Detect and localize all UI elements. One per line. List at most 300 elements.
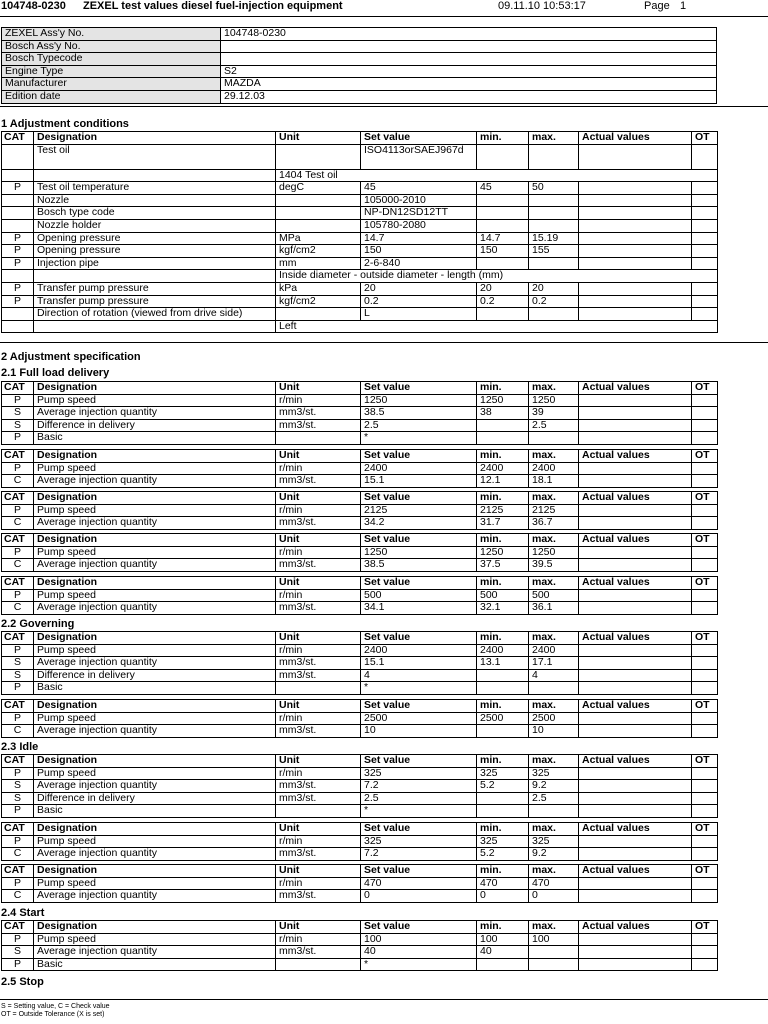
col-ot: OT: [692, 492, 718, 505]
info-value: 29.12.03: [221, 90, 717, 103]
header-divider: [0, 16, 768, 17]
col-designation: Designation: [34, 577, 276, 590]
col-designation: Designation: [34, 132, 276, 145]
col-set-value: Set value: [361, 132, 477, 145]
cell-max: 39.5: [529, 559, 579, 572]
info-row: [2, 28, 717, 41]
col-min: min.: [477, 755, 529, 768]
info-value: [221, 53, 717, 66]
cell-max: [529, 682, 579, 695]
cell-act: [579, 559, 692, 572]
cell-unit: [276, 682, 361, 695]
table-row: Nozzle 105000-2010: [2, 194, 718, 207]
cell-act: [579, 712, 692, 725]
cell-set: 15.1: [361, 657, 477, 670]
cell-unit: r/min: [276, 933, 361, 946]
info-row: [2, 53, 717, 66]
cell-des: Pump speed: [34, 589, 276, 602]
col-max: max.: [529, 632, 579, 645]
table-row: [2, 270, 718, 283]
info-row: [2, 40, 717, 53]
cell-act: [579, 407, 692, 420]
col-ot: OT: [692, 132, 718, 145]
col-set-value: Set value: [361, 755, 477, 768]
info-label: Engine Type: [2, 65, 221, 78]
spec-table: [1, 381, 718, 445]
col-ot: OT: [692, 823, 718, 836]
col-min: min.: [477, 492, 529, 505]
cell-set: 34.2: [361, 517, 477, 530]
cell-set: 7.2: [361, 780, 477, 793]
cell-set: *: [361, 805, 477, 818]
col-cat: CAT: [2, 755, 34, 768]
col-max: max.: [529, 921, 579, 934]
cell-des: Average injection quantity: [34, 602, 276, 615]
cell-cat: P: [2, 644, 34, 657]
cell-act: [579, 644, 692, 657]
table-row: P Transfer pump pressure kPa 20 20 20: [2, 282, 718, 295]
cell-max: 18.1: [529, 475, 579, 488]
cell-des: Pump speed: [34, 644, 276, 657]
cell-unit: r/min: [276, 546, 361, 559]
cell-max: 4: [529, 669, 579, 682]
cell-ot: [692, 780, 718, 793]
table-row: [2, 394, 718, 407]
cell-des: Average injection quantity: [34, 725, 276, 738]
cell-cat: S: [2, 419, 34, 432]
cell-note: Left: [276, 320, 718, 333]
cell-act: [579, 602, 692, 615]
cell-cat: P: [2, 835, 34, 848]
col-ot: OT: [692, 632, 718, 645]
section-divider: [0, 106, 768, 107]
cell-cat: P: [2, 589, 34, 602]
cell-cat: P: [2, 462, 34, 475]
cell-des: Pump speed: [34, 462, 276, 475]
col-unit: Unit: [276, 450, 361, 463]
cell-min: 5.2: [477, 848, 529, 861]
cell-ot: [692, 394, 718, 407]
col-unit: Unit: [276, 865, 361, 878]
cell-max: 500: [529, 589, 579, 602]
col-cat: CAT: [2, 492, 34, 505]
cell-unit: r/min: [276, 462, 361, 475]
cell-max: 2400: [529, 462, 579, 475]
cell-cat: P: [2, 394, 34, 407]
table-header-row: [2, 132, 718, 145]
col-max: max.: [529, 700, 579, 713]
info-row: [2, 65, 717, 78]
col-min: min.: [477, 450, 529, 463]
col-max: max.: [529, 577, 579, 590]
col-set-value: Set value: [361, 865, 477, 878]
cell-min: [477, 958, 529, 971]
col-min: min.: [477, 700, 529, 713]
cell-max: 2500: [529, 712, 579, 725]
col-set-value: Set value: [361, 577, 477, 590]
cell-cat: C: [2, 890, 34, 903]
cell-act: [579, 877, 692, 890]
table-row: Direction of rotation (viewed from drive side) L: [2, 308, 718, 321]
table-row: [2, 517, 718, 530]
cell-unit: mm3/st.: [276, 780, 361, 793]
print-datetime: 09.11.10 10:53:17: [498, 0, 586, 12]
cell-min: 2400: [477, 644, 529, 657]
cell-cat: P: [2, 682, 34, 695]
spec-table: [1, 631, 718, 695]
cell-unit: mm3/st.: [276, 559, 361, 572]
cell-cat: P: [2, 805, 34, 818]
cell-ot: [692, 559, 718, 572]
table-row: [2, 144, 718, 169]
cell-ot: [692, 958, 718, 971]
cell-cat: C: [2, 602, 34, 615]
cell-des: Average injection quantity: [34, 848, 276, 861]
spec-table: [1, 699, 718, 738]
col-ot: OT: [692, 382, 718, 395]
col-set-value: Set value: [361, 492, 477, 505]
table-row: [2, 835, 718, 848]
cell-act: [579, 504, 692, 517]
cell-ot: [692, 462, 718, 475]
cell-ot: [692, 546, 718, 559]
cell-des: Basic: [34, 682, 276, 695]
col-actual: Actual values: [579, 823, 692, 836]
col-ot: OT: [692, 577, 718, 590]
table-header-row: [2, 865, 718, 878]
col-max: max.: [529, 823, 579, 836]
cell-set: 7.2: [361, 848, 477, 861]
cell-set: 470: [361, 877, 477, 890]
col-unit: Unit: [276, 921, 361, 934]
cell-max: 1250: [529, 546, 579, 559]
cell-act: [579, 394, 692, 407]
cell-des: Average injection quantity: [34, 657, 276, 670]
col-designation: Designation: [34, 865, 276, 878]
col-set-value: Set value: [361, 823, 477, 836]
cell-act: [579, 589, 692, 602]
cell-unit: r/min: [276, 877, 361, 890]
cell-ot: [692, 669, 718, 682]
cell-unit: r/min: [276, 712, 361, 725]
col-cat: CAT: [2, 534, 34, 547]
info-label: Bosch Ass'y No.: [2, 40, 221, 53]
cell-max: 9.2: [529, 848, 579, 861]
cell-des: Average injection quantity: [34, 517, 276, 530]
col-ot: OT: [692, 921, 718, 934]
cell-act: [579, 946, 692, 959]
cell-cat: P: [2, 712, 34, 725]
cell-min: 32.1: [477, 602, 529, 615]
cell-des: Difference in delivery: [34, 669, 276, 682]
col-min: min.: [477, 823, 529, 836]
subsection-2-1-title: 2.1 Full load delivery: [1, 367, 110, 379]
cell-max: 0: [529, 890, 579, 903]
table-row: [2, 559, 718, 572]
cell-min: 0: [477, 890, 529, 903]
col-actual: Actual values: [579, 492, 692, 505]
cell-cat: S: [2, 780, 34, 793]
cell-max: 2125: [529, 504, 579, 517]
cell-des: Basic: [34, 958, 276, 971]
table-header-row: [2, 450, 718, 463]
col-actual: Actual values: [579, 700, 692, 713]
col-min: min.: [477, 921, 529, 934]
col-designation: Designation: [34, 382, 276, 395]
cell-des: Average injection quantity: [34, 946, 276, 959]
cell-act: [579, 682, 692, 695]
table-row: P Opening pressure MPa 14.7 14.7 15.19: [2, 232, 718, 245]
col-set-value: Set value: [361, 450, 477, 463]
col-set-value: Set value: [361, 921, 477, 934]
cell-ot: [692, 890, 718, 903]
cell-set: 100: [361, 933, 477, 946]
table-row: [2, 669, 718, 682]
cell-unit: mm3/st.: [276, 419, 361, 432]
cell-cat: S: [2, 657, 34, 670]
cell-cat: C: [2, 559, 34, 572]
cell-unit: mm3/st.: [276, 517, 361, 530]
cell-des: Pump speed: [34, 877, 276, 890]
col-max: max.: [529, 755, 579, 768]
cell-ot: [692, 602, 718, 615]
cell-unit: mm3/st.: [276, 669, 361, 682]
cell-min: 5.2: [477, 780, 529, 793]
info-row: [2, 78, 717, 91]
col-min: min.: [477, 577, 529, 590]
spec-table: [1, 864, 718, 903]
cell-set: 40: [361, 946, 477, 959]
cell-set: 500: [361, 589, 477, 602]
info-value: MAZDA: [221, 78, 717, 91]
cell-ot: [692, 835, 718, 848]
cell-max: 2.5: [529, 419, 579, 432]
cell-cat: P: [2, 958, 34, 971]
cell-min: 2500: [477, 712, 529, 725]
col-unit: Unit: [276, 382, 361, 395]
cell-cat: C: [2, 475, 34, 488]
cell-des: Pump speed: [34, 394, 276, 407]
col-min: min.: [477, 132, 529, 145]
cell-cat: S: [2, 407, 34, 420]
col-set-value: Set value: [361, 632, 477, 645]
col-max: max.: [529, 534, 579, 547]
cell-set: 2.5: [361, 792, 477, 805]
table-row: [2, 712, 718, 725]
cell-cat: P: [2, 546, 34, 559]
cell-act: [579, 432, 692, 445]
cell-act: [579, 669, 692, 682]
cell-min: [477, 805, 529, 818]
cell-set: *: [361, 958, 477, 971]
col-ot: OT: [692, 755, 718, 768]
cell-max: 39: [529, 407, 579, 420]
table-row: [2, 780, 718, 793]
table-row: [2, 432, 718, 445]
cell-max: 2.5: [529, 792, 579, 805]
cell-min: [477, 432, 529, 445]
cell-min: 500: [477, 589, 529, 602]
cell-max: 10: [529, 725, 579, 738]
table-row: Nozzle holder 105780-2080: [2, 219, 718, 232]
cell-min: 2400: [477, 462, 529, 475]
info-value: 104748-0230: [221, 28, 717, 41]
spec-table: [1, 754, 718, 818]
cell-cat: C: [2, 725, 34, 738]
col-designation: Designation: [34, 755, 276, 768]
footer-legend-2: OT = Outside Tolerance (X is set): [1, 1011, 105, 1018]
cell-unit: mm3/st.: [276, 725, 361, 738]
cell-ot: [692, 933, 718, 946]
table-row: [2, 805, 718, 818]
info-value: S2: [221, 65, 717, 78]
assembly-info-table: [1, 27, 717, 104]
cell-act: [579, 890, 692, 903]
cell-ot: [692, 805, 718, 818]
cell-set: 38.5: [361, 559, 477, 572]
cell-des: Pump speed: [34, 504, 276, 517]
cell-max: 17.1: [529, 657, 579, 670]
cell-ot: [692, 644, 718, 657]
spec-table: [1, 533, 718, 572]
col-min: min.: [477, 382, 529, 395]
col-set-value: Set value: [361, 700, 477, 713]
cell-set-value: ISO4113orSAEJ967d: [361, 144, 477, 169]
col-cat: CAT: [2, 577, 34, 590]
cell-set: 2400: [361, 644, 477, 657]
cell-des: Difference in delivery: [34, 419, 276, 432]
table-row: [2, 958, 718, 971]
cell-max: [529, 805, 579, 818]
cell-cat: P: [2, 504, 34, 517]
adjustment-conditions-table: [1, 131, 718, 333]
cell-min: 13.1: [477, 657, 529, 670]
cell-unit: mm3/st.: [276, 657, 361, 670]
col-max: max.: [529, 865, 579, 878]
col-min: min.: [477, 632, 529, 645]
spec-table: [1, 491, 718, 530]
cell-min: 12.1: [477, 475, 529, 488]
col-unit: Unit: [276, 823, 361, 836]
cell-unit: mm3/st.: [276, 792, 361, 805]
cell-ot: [692, 848, 718, 861]
col-ot: OT: [692, 700, 718, 713]
cell-min: 100: [477, 933, 529, 946]
subsection-2-4-title: 2.4 Start: [1, 907, 45, 919]
col-actual: Actual values: [579, 450, 692, 463]
subsection-2-3-title: 2.3 Idle: [1, 741, 39, 753]
cell-ot: [692, 419, 718, 432]
cell-set: 0: [361, 890, 477, 903]
cell-cat: P: [2, 877, 34, 890]
table-row: P Test oil temperature degC 45 45 50: [2, 182, 718, 195]
info-value: [221, 40, 717, 53]
cell-cat: S: [2, 792, 34, 805]
cell-act: [579, 792, 692, 805]
col-designation: Designation: [34, 700, 276, 713]
footer-divider: [0, 999, 768, 1000]
cell-cat: C: [2, 517, 34, 530]
cell-min: 2125: [477, 504, 529, 517]
cell-cat: S: [2, 669, 34, 682]
cell-set: 2125: [361, 504, 477, 517]
page-header: [0, 0, 768, 14]
cell-cat: P: [2, 933, 34, 946]
col-designation: Designation: [34, 632, 276, 645]
col-min: min.: [477, 865, 529, 878]
col-actual: Actual values: [579, 865, 692, 878]
cell-unit: r/min: [276, 644, 361, 657]
doc-number: 104748-0230: [1, 0, 66, 12]
cell-set: 2500: [361, 712, 477, 725]
info-label: ZEXEL Ass'y No.: [2, 28, 221, 41]
table-row: [2, 644, 718, 657]
section-divider: [0, 342, 768, 343]
cell-max: 325: [529, 767, 579, 780]
cell-max: 100: [529, 933, 579, 946]
cell-des: Pump speed: [34, 767, 276, 780]
table-header-row: [2, 921, 718, 934]
table-row: [2, 546, 718, 559]
col-min: min.: [477, 534, 529, 547]
col-unit: Unit: [276, 492, 361, 505]
cell-act: [579, 517, 692, 530]
table-row: [2, 320, 718, 333]
cell-ot: [692, 767, 718, 780]
table-header-row: [2, 823, 718, 836]
table-row: [2, 682, 718, 695]
col-actual: Actual values: [579, 921, 692, 934]
cell-des: Pump speed: [34, 933, 276, 946]
cell-ot: [692, 517, 718, 530]
col-cat: CAT: [2, 700, 34, 713]
col-actual: Actual values: [579, 132, 692, 145]
cell-des: Average injection quantity: [34, 780, 276, 793]
cell-ot: [692, 792, 718, 805]
col-designation: Designation: [34, 534, 276, 547]
spec-table: [1, 576, 718, 615]
cell-des: Average injection quantity: [34, 475, 276, 488]
cell-act: [579, 725, 692, 738]
cell-act: [579, 462, 692, 475]
cell-cat: S: [2, 946, 34, 959]
cell-ot: [692, 682, 718, 695]
cell-ot: [692, 946, 718, 959]
table-header-row: [2, 577, 718, 590]
cell-note: Inside diameter - outside diameter - length (mm): [276, 270, 718, 283]
cell-act: [579, 835, 692, 848]
cell-act: [579, 958, 692, 971]
cell-ot: [692, 877, 718, 890]
cell-min: 31.7: [477, 517, 529, 530]
cell-set: 2400: [361, 462, 477, 475]
col-unit: Unit: [276, 700, 361, 713]
cell-des: Difference in delivery: [34, 792, 276, 805]
table-row: [2, 792, 718, 805]
cell-unit: [276, 432, 361, 445]
table-row: [2, 946, 718, 959]
cell-set: 2.5: [361, 419, 477, 432]
cell-ot: [692, 475, 718, 488]
col-unit: Unit: [276, 534, 361, 547]
cell-ot: [692, 657, 718, 670]
section-1-title: 1 Adjustment conditions: [1, 118, 129, 130]
cell-des: Average injection quantity: [34, 890, 276, 903]
cell-des: Basic: [34, 805, 276, 818]
cell-min: 1250: [477, 394, 529, 407]
col-unit: Unit: [276, 577, 361, 590]
table-row: [2, 657, 718, 670]
